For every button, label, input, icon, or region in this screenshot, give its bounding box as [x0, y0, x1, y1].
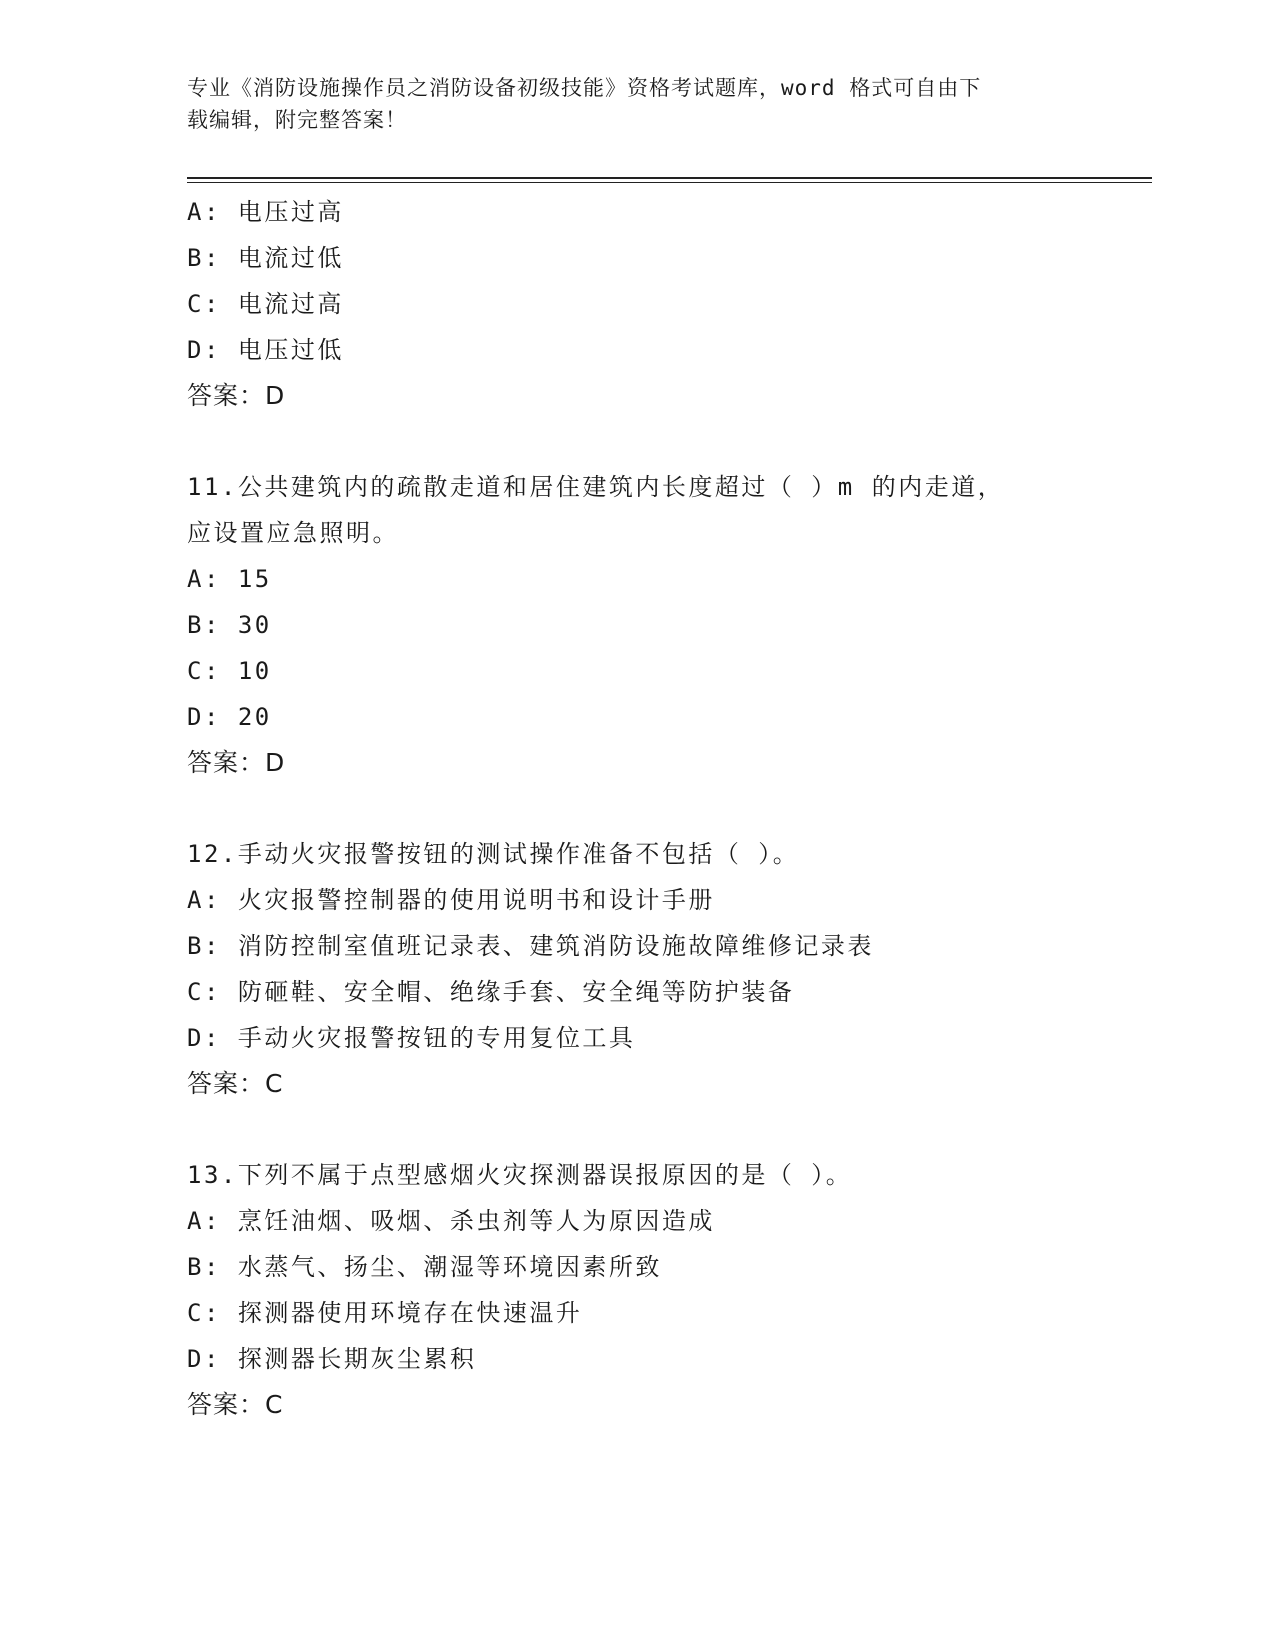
header-divider-thick [187, 177, 1152, 179]
option-a: A: 15 [187, 565, 272, 593]
option-d: D: 电压过低 [187, 336, 344, 364]
option-b: B: 电流过低 [187, 244, 344, 272]
question-spacer [187, 419, 1147, 464]
answer-line: 答案：C [187, 1069, 284, 1098]
option-b: B: 30 [187, 611, 272, 639]
question-spacer [187, 786, 1147, 831]
option-b: B: 消防控制室值班记录表、建筑消防设施故障维修记录表 [187, 932, 874, 960]
question-spacer [187, 1107, 1147, 1152]
question-stem: 12.手动火灾报警按钮的测试操作准备不包括（ ）。 [187, 840, 800, 868]
option-a: A: 电压过高 [187, 198, 344, 226]
option-d: D: 探测器长期灰尘累积 [187, 1345, 477, 1373]
question-stem: 11.公共建筑内的疏散走道和居住建筑内长度超过（ ）m 的内走道， [187, 473, 1005, 501]
option-b: B: 水蒸气、扬尘、潮湿等环境因素所致 [187, 1253, 662, 1281]
header-line-1: 专业《消防设施操作员之消防设备初级技能》资格考试题库，word 格式可自由下 [187, 76, 982, 100]
header-line-2: 载编辑，附完整答案！ [187, 108, 407, 132]
answer-line: 答案：C [187, 1390, 284, 1419]
option-a: A: 烹饪油烟、吸烟、杀虫剂等人为原因造成 [187, 1207, 715, 1235]
option-c: C: 探测器使用环境存在快速温升 [187, 1299, 583, 1327]
question-10 [187, 189, 1147, 419]
answer-line: 答案：D [187, 748, 286, 777]
option-d: D: 手动火灾报警按钮的专用复位工具 [187, 1024, 636, 1052]
header-divider-thin [187, 182, 1152, 183]
question-11 [187, 464, 1147, 786]
question-stem-continued: 应设置应急照明。 [187, 519, 399, 547]
option-c: C: 电流过高 [187, 290, 344, 318]
option-c: C: 10 [187, 657, 272, 685]
question-stem: 13.下列不属于点型感烟火灾探测器误报原因的是（ ）。 [187, 1161, 853, 1189]
question-list [187, 189, 1147, 1428]
option-d: D: 20 [187, 703, 272, 731]
question-13 [187, 1152, 1147, 1428]
answer-line: 答案：D [187, 381, 286, 410]
document-header [187, 72, 1087, 136]
question-12 [187, 831, 1147, 1107]
option-c: C: 防砸鞋、安全帽、绝缘手套、安全绳等防护装备 [187, 978, 795, 1006]
option-a: A: 火灾报警控制器的使用说明书和设计手册 [187, 886, 715, 914]
